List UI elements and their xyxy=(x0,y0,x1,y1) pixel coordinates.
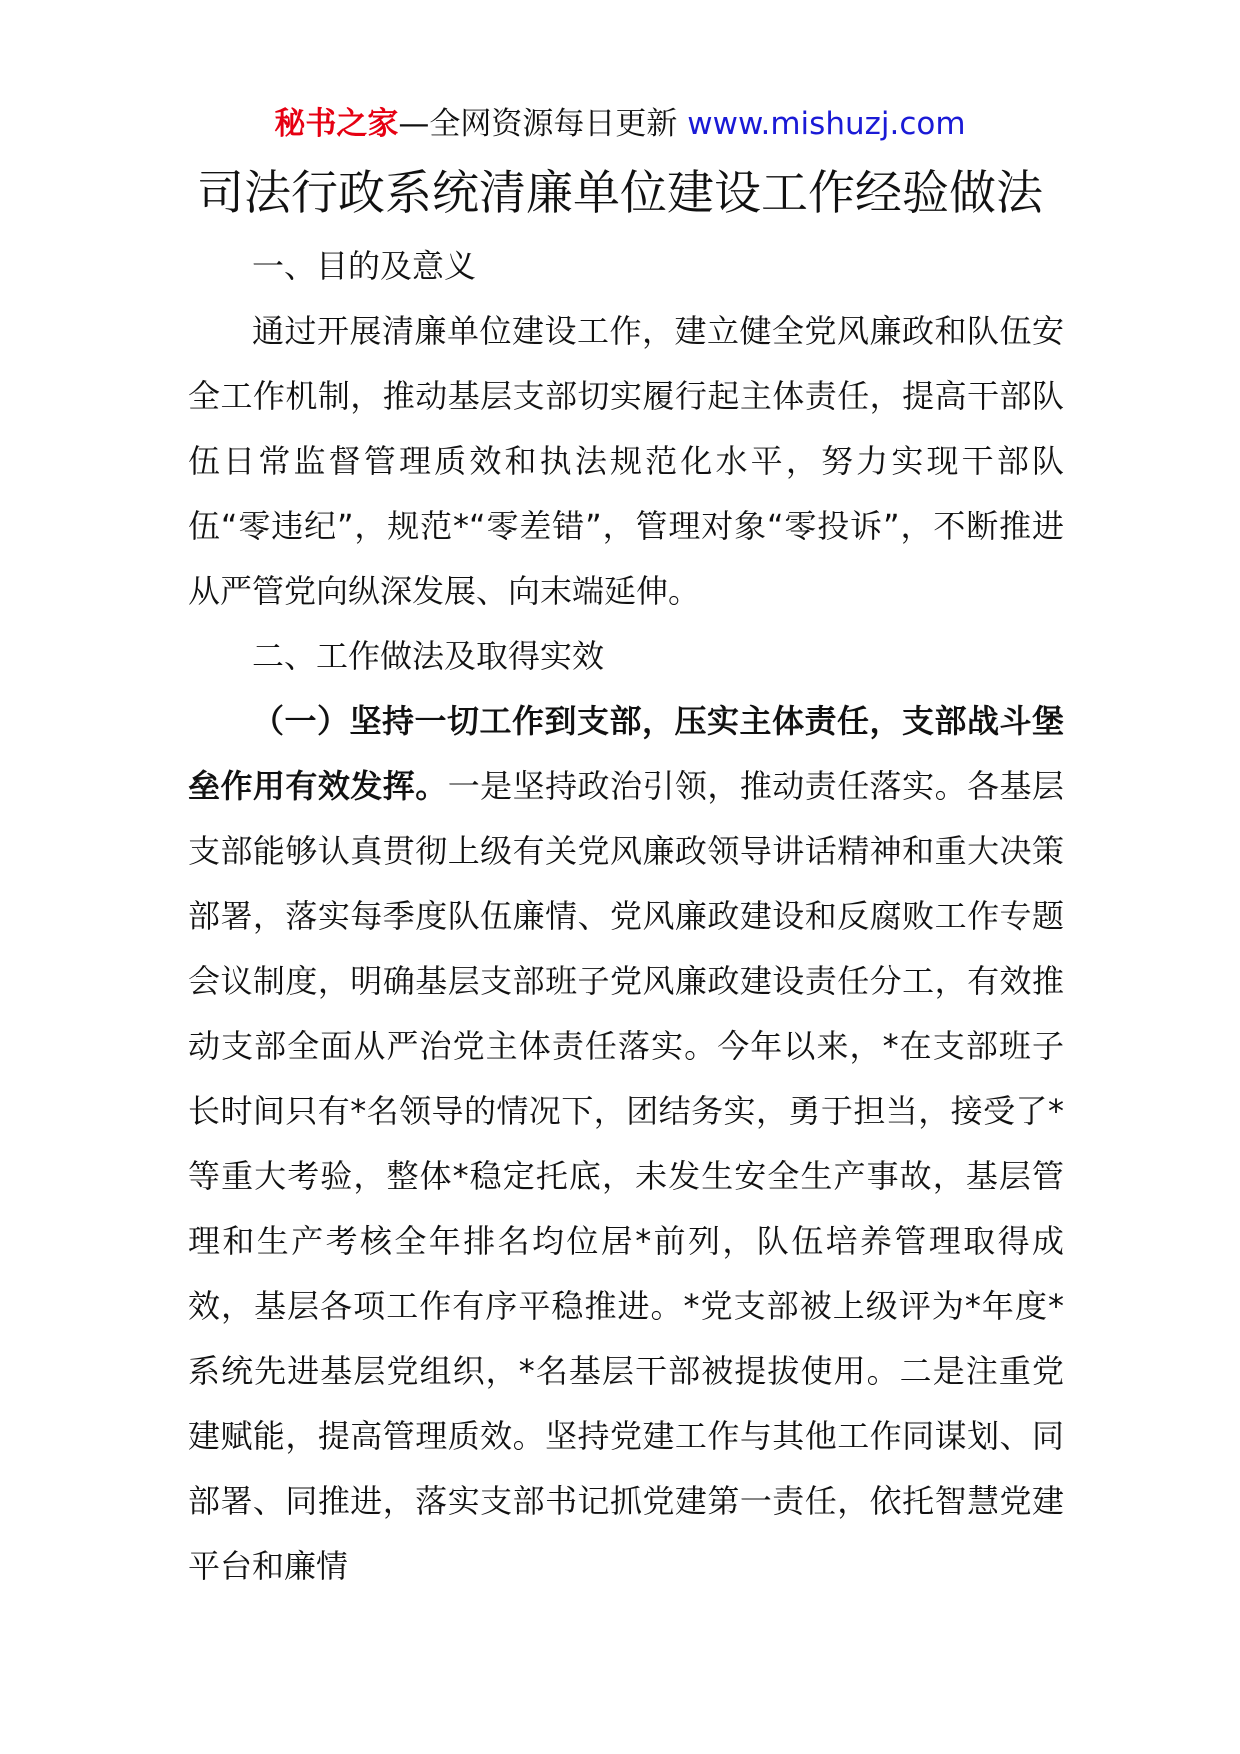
document-title: 司法行政系统清廉单位建设工作经验做法 xyxy=(197,166,1043,221)
paragraph-practices-text: 一是坚持政治引领，推动责任落实。各基层支部能够认真贯彻上级有关党风廉政领导讲话精神和重大决策部署，落实每季度队伍廉情、党风廉政建设和反腐败工作专题会议制度，明确基层支部班子党风廉政建设责任分工，有效推动支部全面从严治党主体责任落实。今年以来，*在支部班子长时间只有*名领导的情况下，团结务实，勇于担当，接受了*等重大考验，整体*稳定托底，未发生安全生产事故，基层管理和生产考核全年排名均位居*前列，队伍培养管理取得成效，基层各项工作有序平稳推进。*党支部被上级评为*年度*系统先进基层党组织，*名基层干部被提拔使用。二是注重党建赋能，提高管理质效。坚持党建工作与其他工作同谋划、同部署、同推进，落实支部书记抓党建第一责任，依托智慧党建平台和廉情 xyxy=(188,767,1064,1585)
site-brand: 秘书之家 xyxy=(274,106,399,142)
section-heading-purpose: 一、目的及意义 xyxy=(252,247,477,285)
site-header xyxy=(0,100,1240,148)
paragraph-purpose: 通过开展清廉单位建设工作，建立健全党风廉政和队伍安全工作机制，推动基层支部切实履行起主体责任，提高干部队伍日常监督管理质效和执法规范化水平，努力实现干部队伍“零违纪”，规范*“零差错”，管理对象“零投诉”，不断推进从严管党向纵深发展、向末端延伸。 xyxy=(188,312,1064,610)
site-url-link[interactable]: www.mishuzj.com xyxy=(687,106,966,142)
paragraph-practices xyxy=(188,689,1064,1599)
paragraph-bold-lead: （一）坚持一切工作到支部，压实主体责任，支部战斗堡垒作用有效发挥。 xyxy=(188,702,1064,805)
site-tagline: —全网资源每日更新 xyxy=(398,106,688,142)
section-heading-practices: 二、工作做法及取得实效 xyxy=(252,637,605,675)
document-body xyxy=(188,234,1064,1599)
